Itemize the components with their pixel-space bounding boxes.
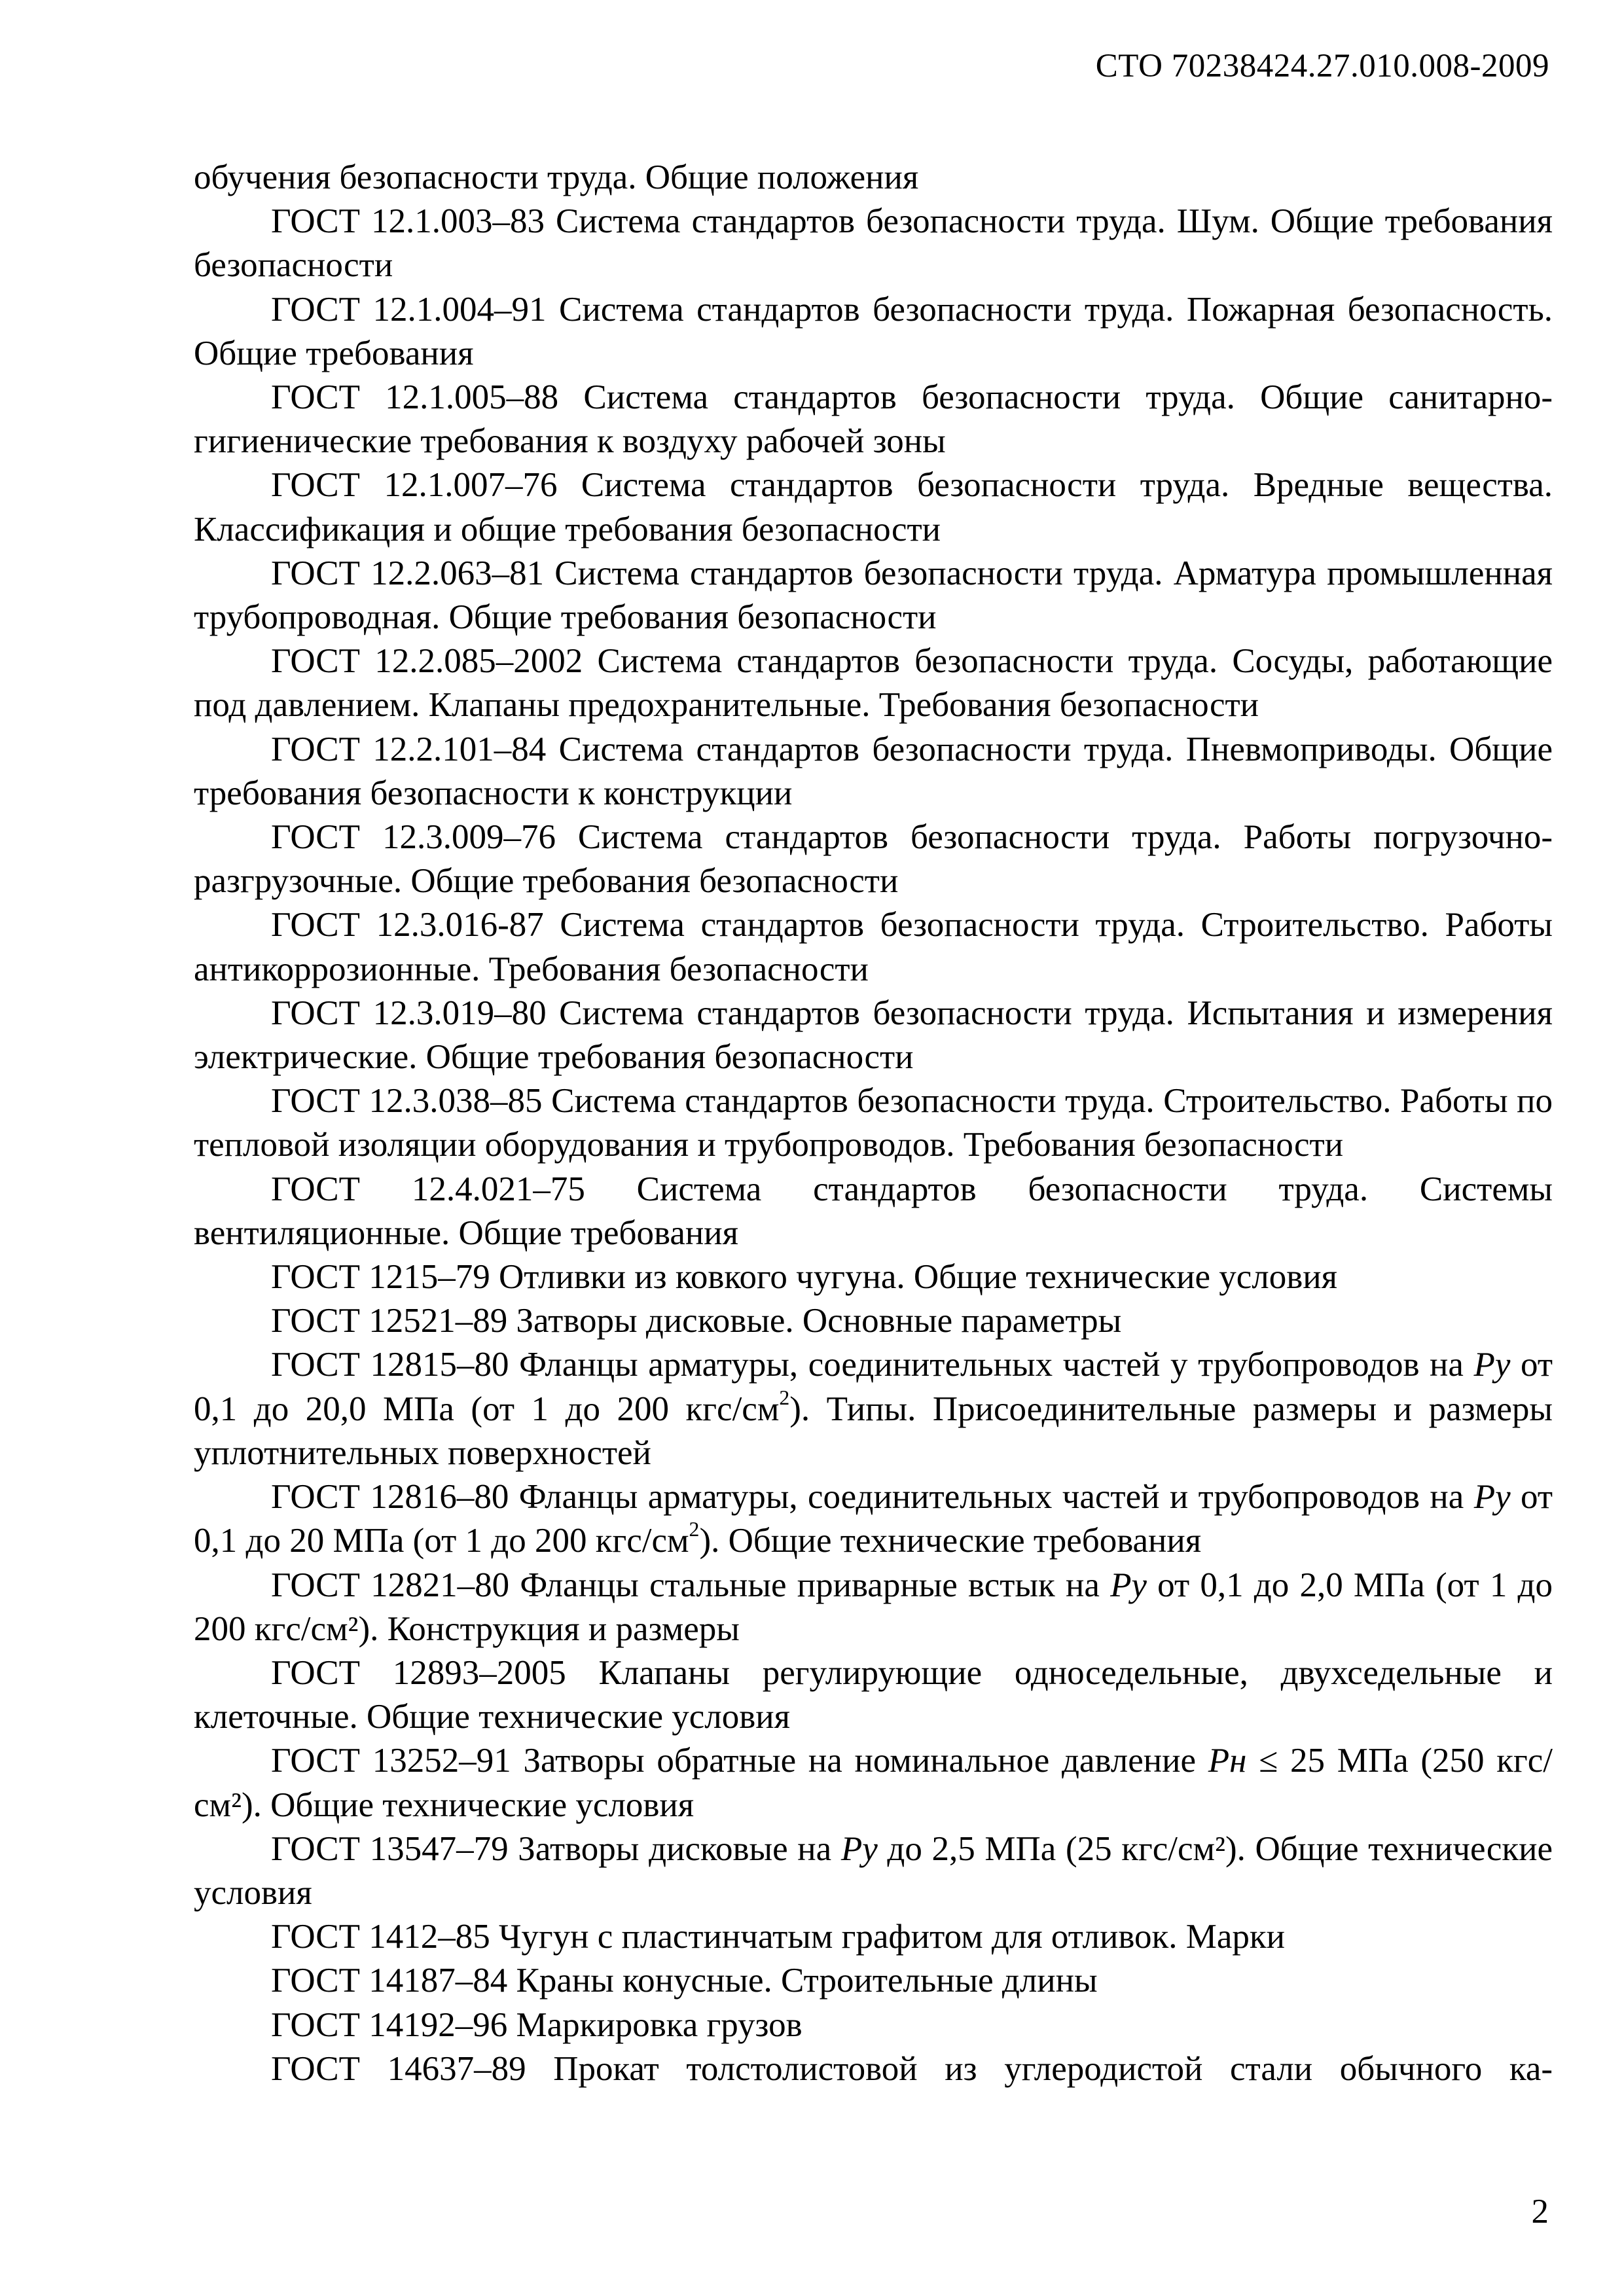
pressure-symbol: Ру <box>1110 1566 1147 1604</box>
reference-entry: ГОСТ 12.2.063–81 Система стандартов безопасности труда. Арматура промышленная трубопроводная. Общие требования безопасности <box>194 554 1553 637</box>
reference-entry: ГОСТ 12.1.007–76 Система стандартов безопасности труда. Вредные вещества. Классификация и общие требования безопасности <box>194 466 1553 548</box>
reference-entry: ГОСТ 1412–85 Чугун с пластинчатым графитом для отливок. Марки <box>271 1918 1286 1956</box>
reference-entry: ГОСТ 12.2.085–2002 Система стандартов безопасности труда. Сосуды, работающие под давлением. Клапаны предохранительные. Требования безопасности <box>194 642 1553 725</box>
reference-entry: ГОСТ 14192–96 Маркировка грузов <box>271 2005 803 2044</box>
reference-entry: ГОСТ 12.1.004–91 Система стандартов безопасности труда. Пожарная безопасность. Общие требования <box>194 290 1553 372</box>
reference-entry: ГОСТ 1215–79 Отливки из ковкого чугуна. Общие технические условия <box>271 1258 1337 1297</box>
reference-entry <box>194 1343 1553 1475</box>
reference-entry: ГОСТ 14187–84 Краны конусные. Строительные длины <box>271 1962 1098 2000</box>
continuation-line: обучения безопасности труда. Общие положения <box>194 158 919 196</box>
document-code-header: СТО 70238424.27.010.008-2009 <box>1095 48 1549 84</box>
entry-text: ГОСТ 12821–80 Фланцы стальные приварные встык на <box>271 1566 1111 1604</box>
entry-text: ГОСТ 13252–91 Затворы обратные на номинальное давление <box>271 1742 1208 1780</box>
entry-text: ГОСТ 12816–80 Фланцы арматуры, соединительных частей и трубопроводов на <box>271 1478 1474 1516</box>
superscript: 2 <box>689 1518 700 1541</box>
page-number: 2 <box>1531 2193 1549 2231</box>
entry-text: от 0,1 до 20 МПа (от 1 до 200 кгс/см <box>194 1478 1553 1560</box>
reference-entry: ГОСТ 12.4.021–75 Система стандартов безопасности труда. Системы вентиляционные. Общие требования <box>194 1170 1553 1252</box>
pressure-symbol: Ру <box>1473 1346 1511 1384</box>
reference-entry <box>194 1827 1553 1915</box>
reference-entry: ГОСТ 12.1.005–88 Система стандартов безопасности труда. Общие санитарно-гигиенические требования к воздуху рабочей зоны <box>194 378 1553 461</box>
superscript: 2 <box>779 1386 790 1409</box>
reference-entry: ГОСТ 12.1.003–83 Система стандартов безопасности труда. Шум. Общие требования безопасности <box>194 202 1553 285</box>
reference-entry: ГОСТ 12.3.016-87 Система стандартов безопасности труда. Строительство. Работы антикоррозионные. Требования безопасности <box>194 906 1553 988</box>
entry-text: ГОСТ 13547–79 Затворы дисковые на <box>271 1829 841 1868</box>
reference-entry <box>194 1475 1553 1563</box>
pressure-symbol: Ру <box>1473 1478 1511 1516</box>
entry-text: от 0,1 до 2,0 МПа (от 1 до 200 кгс/см²). Конструкция и размеры <box>194 1566 1553 1648</box>
reference-entry: ГОСТ 12.3.009–76 Система стандартов безопасности труда. Работы погрузочно-разгрузочные. Общие требования безопасности <box>194 818 1553 901</box>
reference-entry: ГОСТ 12.2.101–84 Система стандартов безопасности труда. Пневмоприводы. Общие требования безопасности к конструкции <box>194 730 1553 812</box>
pressure-symbol: Рн <box>1208 1742 1247 1780</box>
entry-text: до 2,5 МПа (25 кгс/см²). Общие технические условия <box>194 1829 1553 1912</box>
reference-entry <box>194 1739 1553 1827</box>
reference-entry: ГОСТ 12893–2005 Клапаны регулирующие односедельные, двухседельные и клеточные. Общие технические условия <box>194 1653 1553 1736</box>
reference-entry: ГОСТ 12.3.038–85 Система стандартов безопасности труда. Строительство. Работы по тепловой изоляции оборудования и трубопроводов. Требования безопасности <box>194 1082 1553 1164</box>
reference-entry: ГОСТ 12.3.019–80 Система стандартов безопасности труда. Испытания и измерения электрические. Общие требования безопасности <box>194 994 1553 1077</box>
normative-references-list <box>194 156 1553 2091</box>
reference-entry: ГОСТ 14637–89 Прокат толстолистовой из углеродистой стали обычного ка- <box>271 2049 1553 2088</box>
entry-text: от 0,1 до 20,0 МПа (от 1 до 200 кгс/см <box>194 1346 1553 1428</box>
pressure-symbol: Ру <box>840 1829 878 1868</box>
reference-entry <box>194 1564 1553 1651</box>
entry-text: ). Типы. Присоединительные размеры и размеры уплотнительных поверхностей <box>194 1390 1553 1472</box>
entry-text: ). Общие технические требования <box>699 1522 1202 1560</box>
reference-entry: ГОСТ 12521–89 Затворы дисковые. Основные параметры <box>271 1302 1122 1340</box>
entry-text: ГОСТ 12815–80 Фланцы арматуры, соединительных частей у трубопроводов на <box>271 1346 1474 1384</box>
entry-text: ≤ 25 МПа (250 кгс/см²). Общие технические условия <box>194 1742 1553 1824</box>
